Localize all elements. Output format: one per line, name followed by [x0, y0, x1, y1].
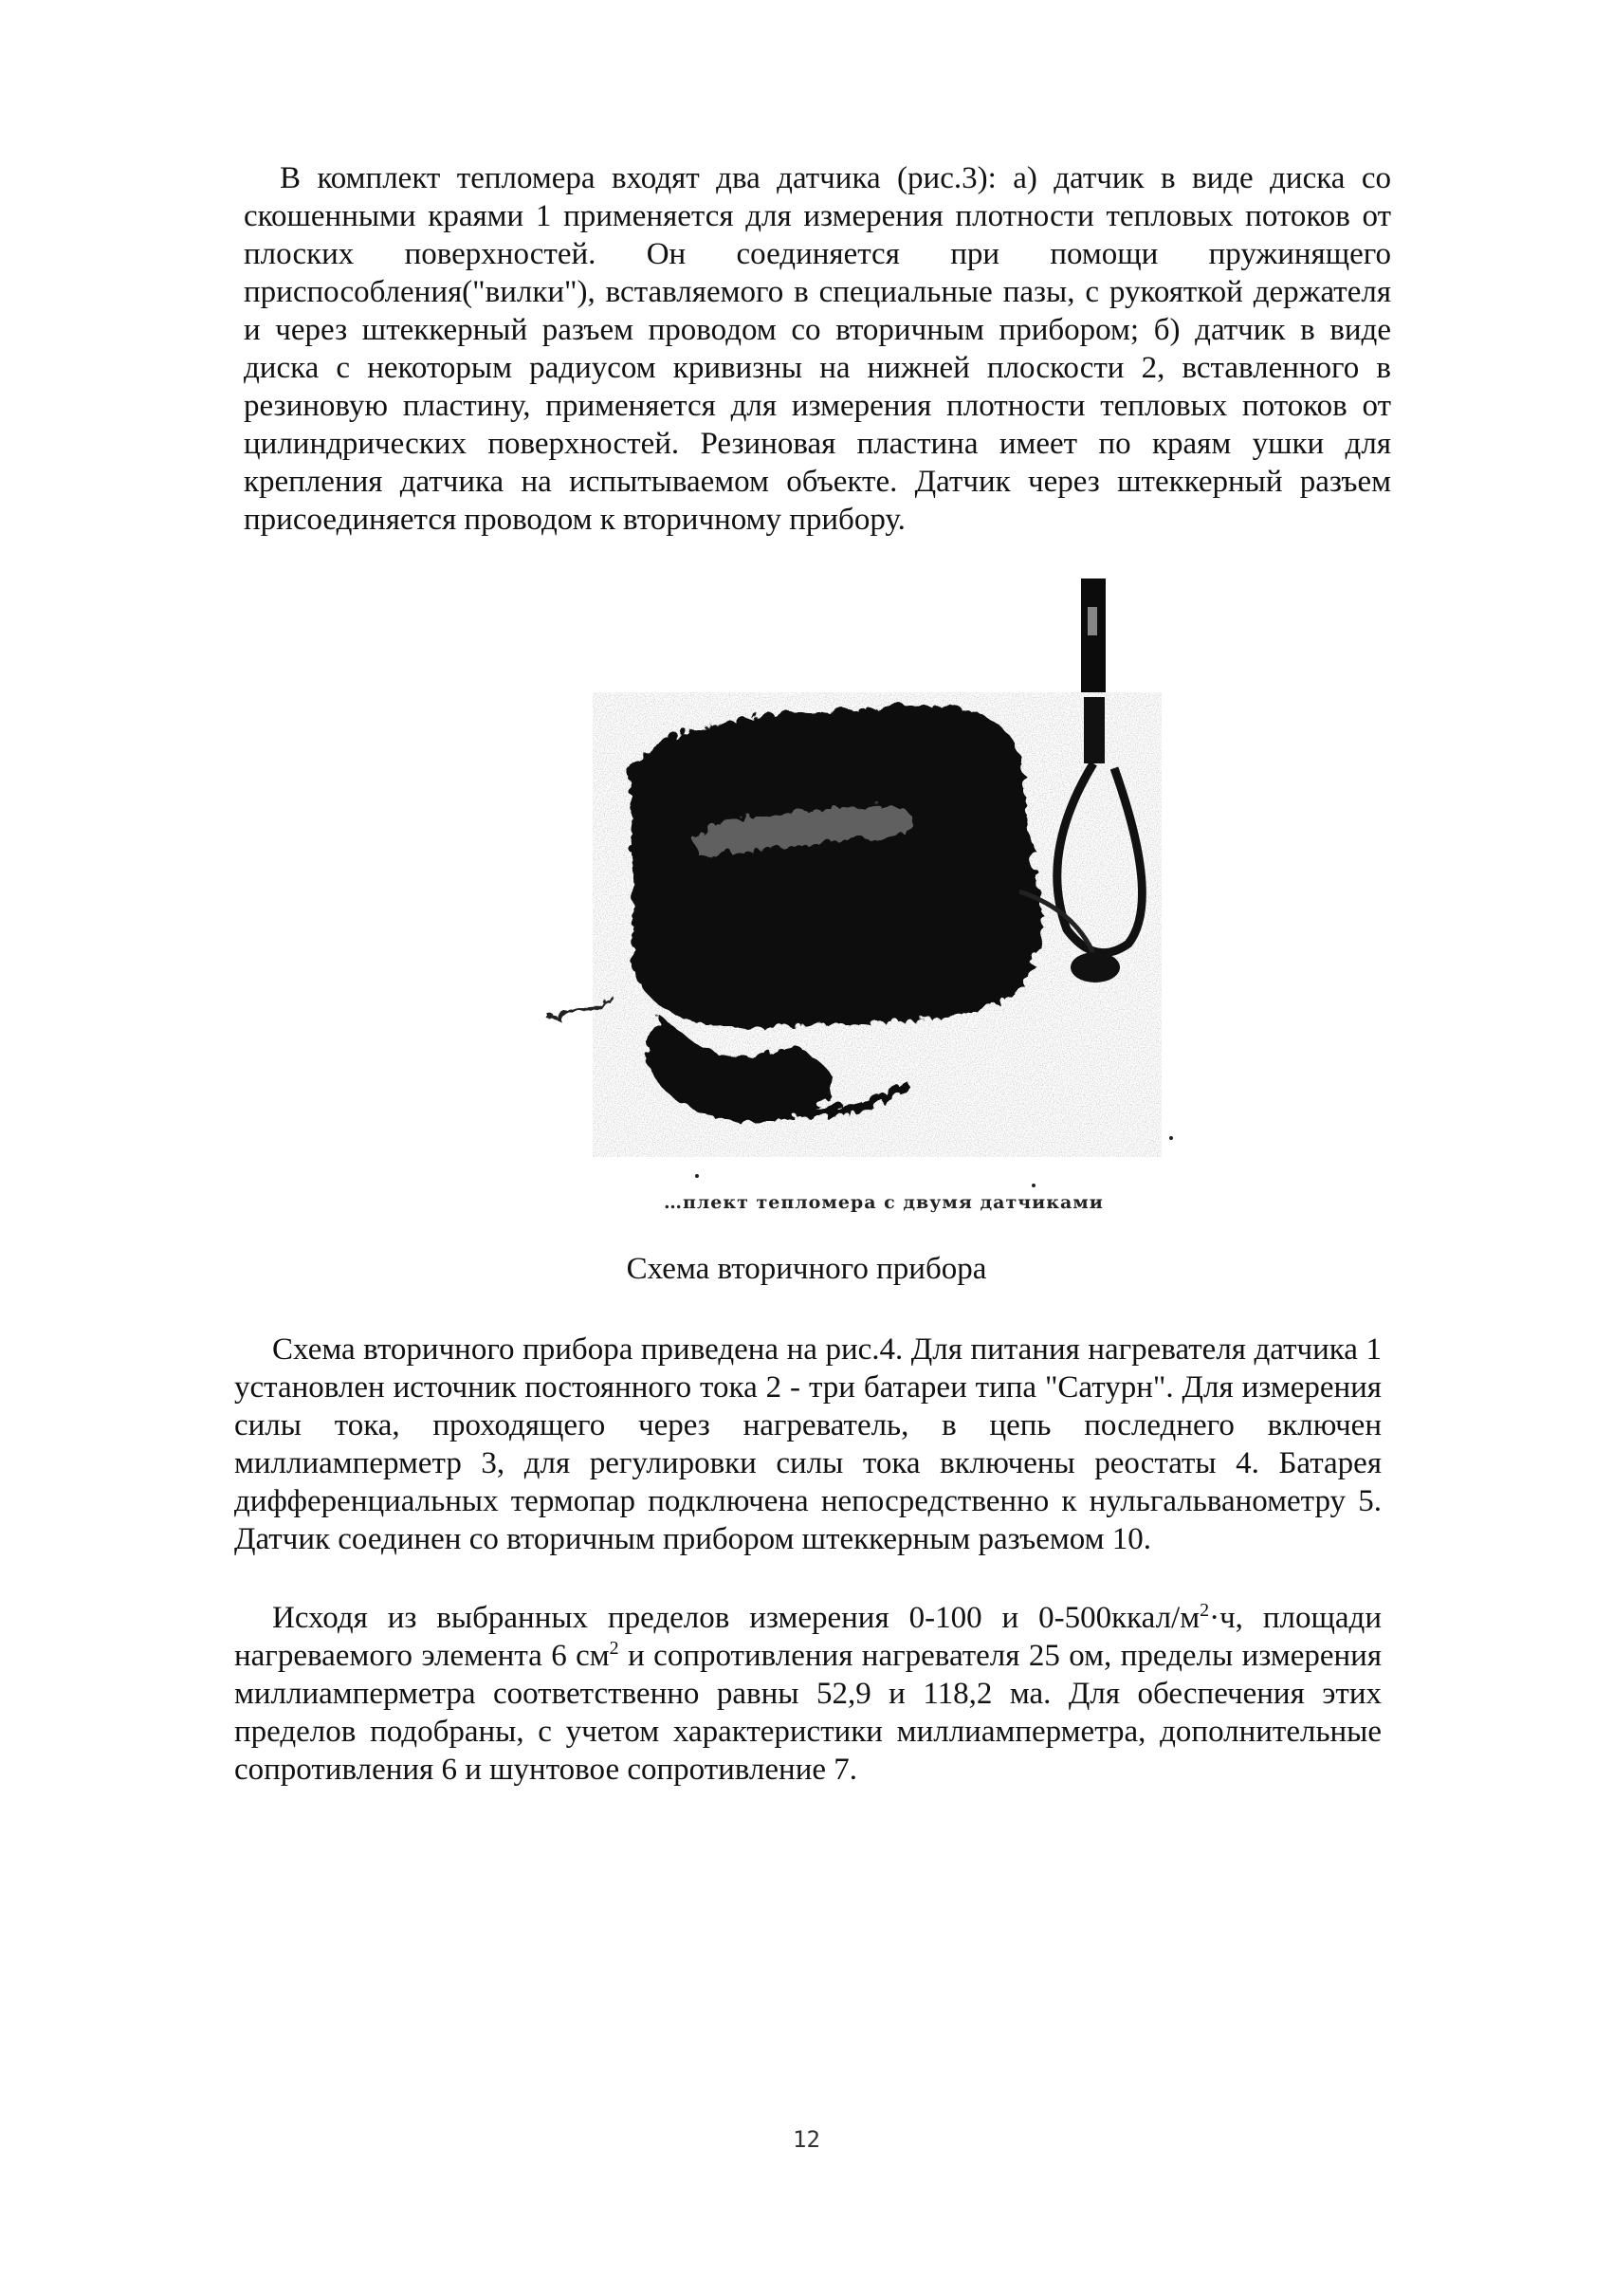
- superscript-2: 2: [609, 1638, 619, 1659]
- figure-caption: …плект тепломера с двумя датчиками: [664, 1192, 1104, 1213]
- section-heading: Схема вторичного прибора: [626, 1252, 987, 1286]
- paragraph-measurement-limits: [234, 1599, 1382, 1789]
- superscript-1: 2: [1200, 1600, 1210, 1621]
- page-number: 12: [793, 2126, 820, 2153]
- paragraph-text-part-2: ·ч, площади нагреваемого элемента 6 см: [234, 1601, 1382, 1673]
- heat-meter-photo: [507, 569, 1209, 1214]
- paragraph-text-part-1: Исходя из выбранных пределов измерения 0-100 и 0-500ккал/м: [272, 1601, 1201, 1635]
- paragraph-secondary-device: Схема вторичного прибора приведена на рис.4. Для питания нагревателя датчика 1 установлен источник постоянного тока 2 - три батареи типа "Сатурн". Для измерения силы тока, проходящего через нагреватель, в цепь последнего включен миллиамперметр 3, для регулировки силы тока включены реостаты 4. Батарея дифференциальных термопар подключена непосредственно к нульгальванометру 5. Датчик соединен со вторичным прибором штеккерным разъемом 10.: [234, 1332, 1382, 1556]
- paragraph-text-part-3: и сопротивления нагревателя 25 ом, пределы измерения миллиамперметра соответственно равны 52,9 и 118,2 ма. Для обеспечения этих пределов подобраны, с учетом характеристики миллиамперметра, дополнительные сопротивления 6 и шунтовое сопротивление 7.: [234, 1639, 1382, 1787]
- paragraph-sensors: В комплект тепломера входят два датчика (рис.3): а) датчик в виде диска со скошенными краями 1 применяется для измерения плотности тепловых потоков от плоских поверхностей. Он соединяется при помощи пружинящего приспособления("вилки"), вставляемого в специальные пазы, с рукояткой держателя и через штеккерный разъем проводом со вторичным прибором; б) датчик в виде диска с некоторым радиусом кривизны на нижней плоскости 2, вставленного в резиновую пластину, применяется для измерения плотности тепловых потоков от цилиндрических поверхностей. Резиновая пластина имеет по краям ушки для крепления датчика на испытываемом объекте. Датчик через штеккерный разъем присоединяется проводом к вторичному прибору.: [244, 161, 1391, 537]
